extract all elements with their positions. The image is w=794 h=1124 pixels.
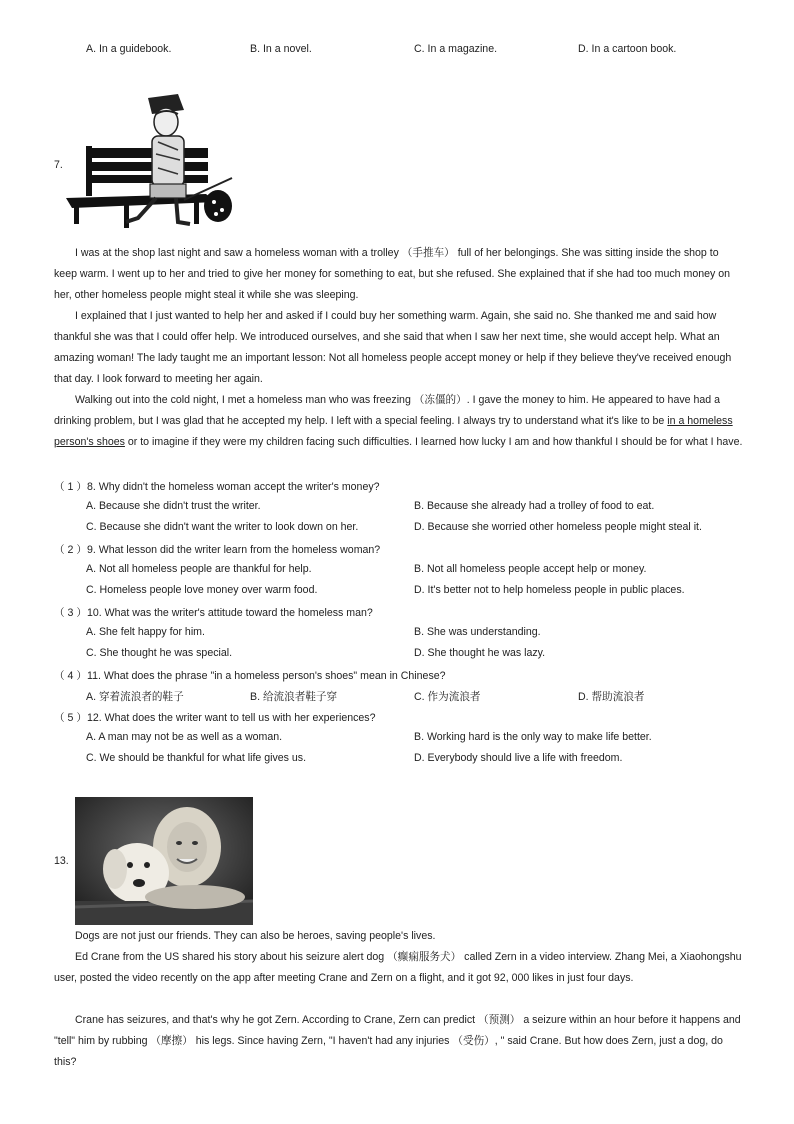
option-c: C. She thought he was special.	[86, 647, 233, 659]
underlined-phrase: in a homeless person's shoes	[54, 415, 733, 448]
question-stem: （ 4 ）11. What does the phrase "in a homeless person's shoes" mean in Chinese?	[54, 670, 446, 682]
option-d: D. 帮助流浪者	[578, 691, 645, 703]
option-b: B. 给流浪者鞋子穿	[250, 691, 338, 703]
option-b: B. She was understanding.	[414, 626, 541, 638]
option-c: C. Homeless people love money over warm food.	[86, 584, 318, 596]
option-b: B. Not all homeless people accept help or money.	[414, 563, 647, 575]
option-c: C. 作为流浪者	[414, 691, 481, 703]
passage-paragraph: Walking out into the cold night, I met a homeless man who was freezing （冻僵的）. I gave the money to him. He appeared to have had a drinking problem, but I was glad that he accepted my help. I left with a special feeling. I always try to understand what it's like to be in a homeless person's shoes or to imagine if they were my children facing such difficulties. I learned how lucky I am and how thankful I should be for what I have.	[54, 394, 743, 448]
option-a: A. Because she didn't trust the writer.	[86, 500, 261, 512]
option-a: A. Not all homeless people are thankful for help.	[86, 563, 312, 575]
question-stem: （ 5 ）12. What does the writer want to tell us with her experiences?	[54, 712, 376, 724]
option-c: C. We should be thankful for what life gives us.	[86, 752, 307, 764]
passage-paragraph: Dogs are not just our friends. They can also be heroes, saving people's lives.	[75, 930, 436, 942]
option-d: D. Everybody should live a life with freedom.	[414, 752, 623, 764]
option-a: A. She felt happy for him.	[86, 626, 205, 638]
passage-paragraph: Crane has seizures, and that's why he got Zern. According to Crane, Zern can predict （预测） a seizure within an hour before it happens and "tell" him by rubbing （摩擦） his legs. Since having Zern, "I haven't had any injuries （受伤）, " said Crane. But how does Zern, just a dog, do this?	[54, 1014, 741, 1068]
option-d: D. It's better not to help homeless people in public places.	[414, 584, 685, 596]
passage-paragraph: I was at the shop last night and saw a homeless woman with a trolley （手推车） full of her belongings. She was sitting inside the shop to keep warm. I went up to her and tried to give her money for something to eat, but she refused. She explained that if she had too much money on her, other homeless people might steal it while she was sleeping.	[54, 247, 731, 301]
option-a: A. A man may not be as well as a woman.	[86, 731, 283, 743]
homeless-person-illustration-icon	[66, 90, 242, 232]
passage-paragraph: Ed Crane from the US shared his story about his seizure alert dog （癫痫服务犬） called Zern in a video interview. Zhang Mei, a Xiaohongshu user, posted the video recently on the app after meeting Crane and Zern on a flight, and it got 92, 000 likes in just four days.	[54, 951, 742, 984]
passage-paragraph: I explained that I just wanted to help her and asked if I could buy her something warm. Again, she said no. She thanked me and said how thankful she was that I could offer help. We introduced ourselves, and she said that when I saw her next time, she would accept help. What an amazing woman! The lady taught me an important lesson: Not all homeless people accept money or help if they believe they've received enough that day. I look forward to meeting her again.	[54, 310, 732, 385]
question-number: 7.	[54, 159, 63, 171]
option-b: B. Because she already had a trolley of food to eat.	[414, 500, 655, 512]
q6-option-b: B. In a novel.	[250, 43, 312, 55]
option-b: B. Working hard is the only way to make life better.	[414, 731, 652, 743]
option-d: D. She thought he was lazy.	[414, 647, 546, 659]
option-a: A. 穿着流浪者的鞋子	[86, 691, 184, 703]
q6-option-c: C. In a magazine.	[414, 43, 498, 55]
woman-with-dog-photo-icon	[75, 797, 253, 925]
question-stem: （ 3 ）10. What was the writer's attitude toward the homeless man?	[54, 607, 373, 619]
option-c: C. Because she didn't want the writer to look down on her.	[86, 521, 359, 533]
q6-option-d: D. In a cartoon book.	[578, 43, 677, 55]
option-d: D. Because she worried other homeless people might steal it.	[414, 521, 702, 533]
question-stem: （ 2 ）9. What lesson did the writer learn from the homeless woman?	[54, 544, 381, 556]
question-stem: （ 1 ）8. Why didn't the homeless woman accept the writer's money?	[54, 481, 380, 493]
question-number: 13.	[54, 855, 69, 867]
q6-option-a: A. In a guidebook.	[86, 43, 172, 55]
